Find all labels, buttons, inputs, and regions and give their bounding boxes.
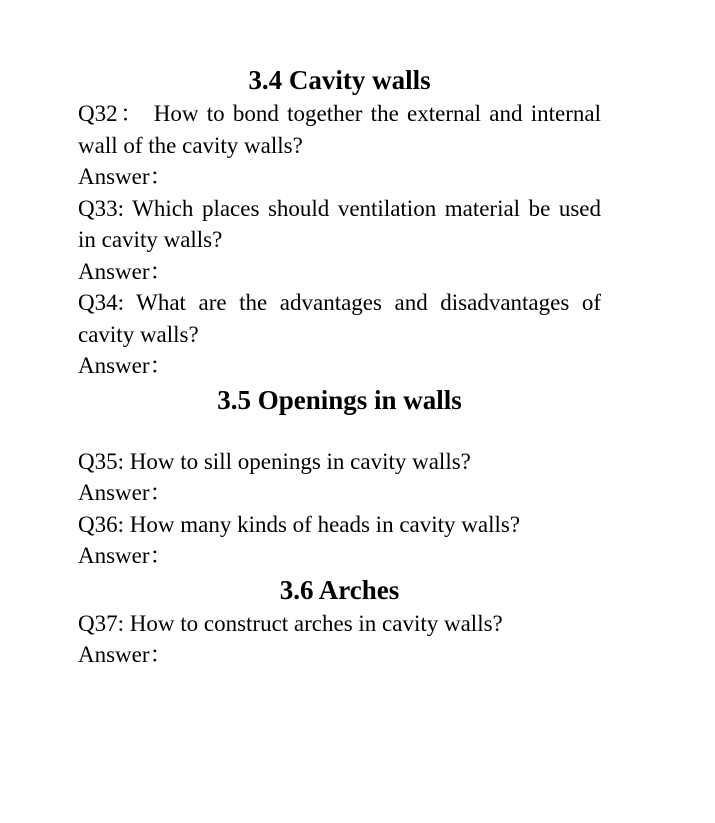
answer-37-label: Answer：	[78, 642, 173, 667]
answer-35-label: Answer：	[78, 480, 173, 505]
answer-32-label: Answer：	[78, 164, 173, 189]
question-32: Q32： How to bond together the external and internal wall of the cavity walls?	[78, 101, 601, 158]
answer-34-label: Answer：	[78, 353, 173, 378]
question-37: Q37: How to construct arches in cavity walls?	[78, 610, 503, 636]
document-page	[78, 62, 601, 671]
question-33: Q33: Which places should ventilation material be used in cavity walls?	[78, 195, 601, 252]
question-36: Q36: How many kinds of heads in cavity walls?	[78, 511, 521, 537]
answer-36-label: Answer：	[78, 543, 173, 568]
section-heading-cavity-walls: 3.4 Cavity walls	[248, 65, 431, 95]
section-heading-arches: 3.6 Arches	[279, 574, 400, 605]
question-35: Q35: How to sill openings in cavity walls?	[78, 448, 471, 474]
question-34: Q34: What are the advantages and disadvantages of cavity walls?	[78, 290, 601, 347]
section-heading-openings-in-walls: 3.5 Openings in walls	[217, 384, 462, 415]
answer-33-label: Answer：	[78, 258, 173, 284]
